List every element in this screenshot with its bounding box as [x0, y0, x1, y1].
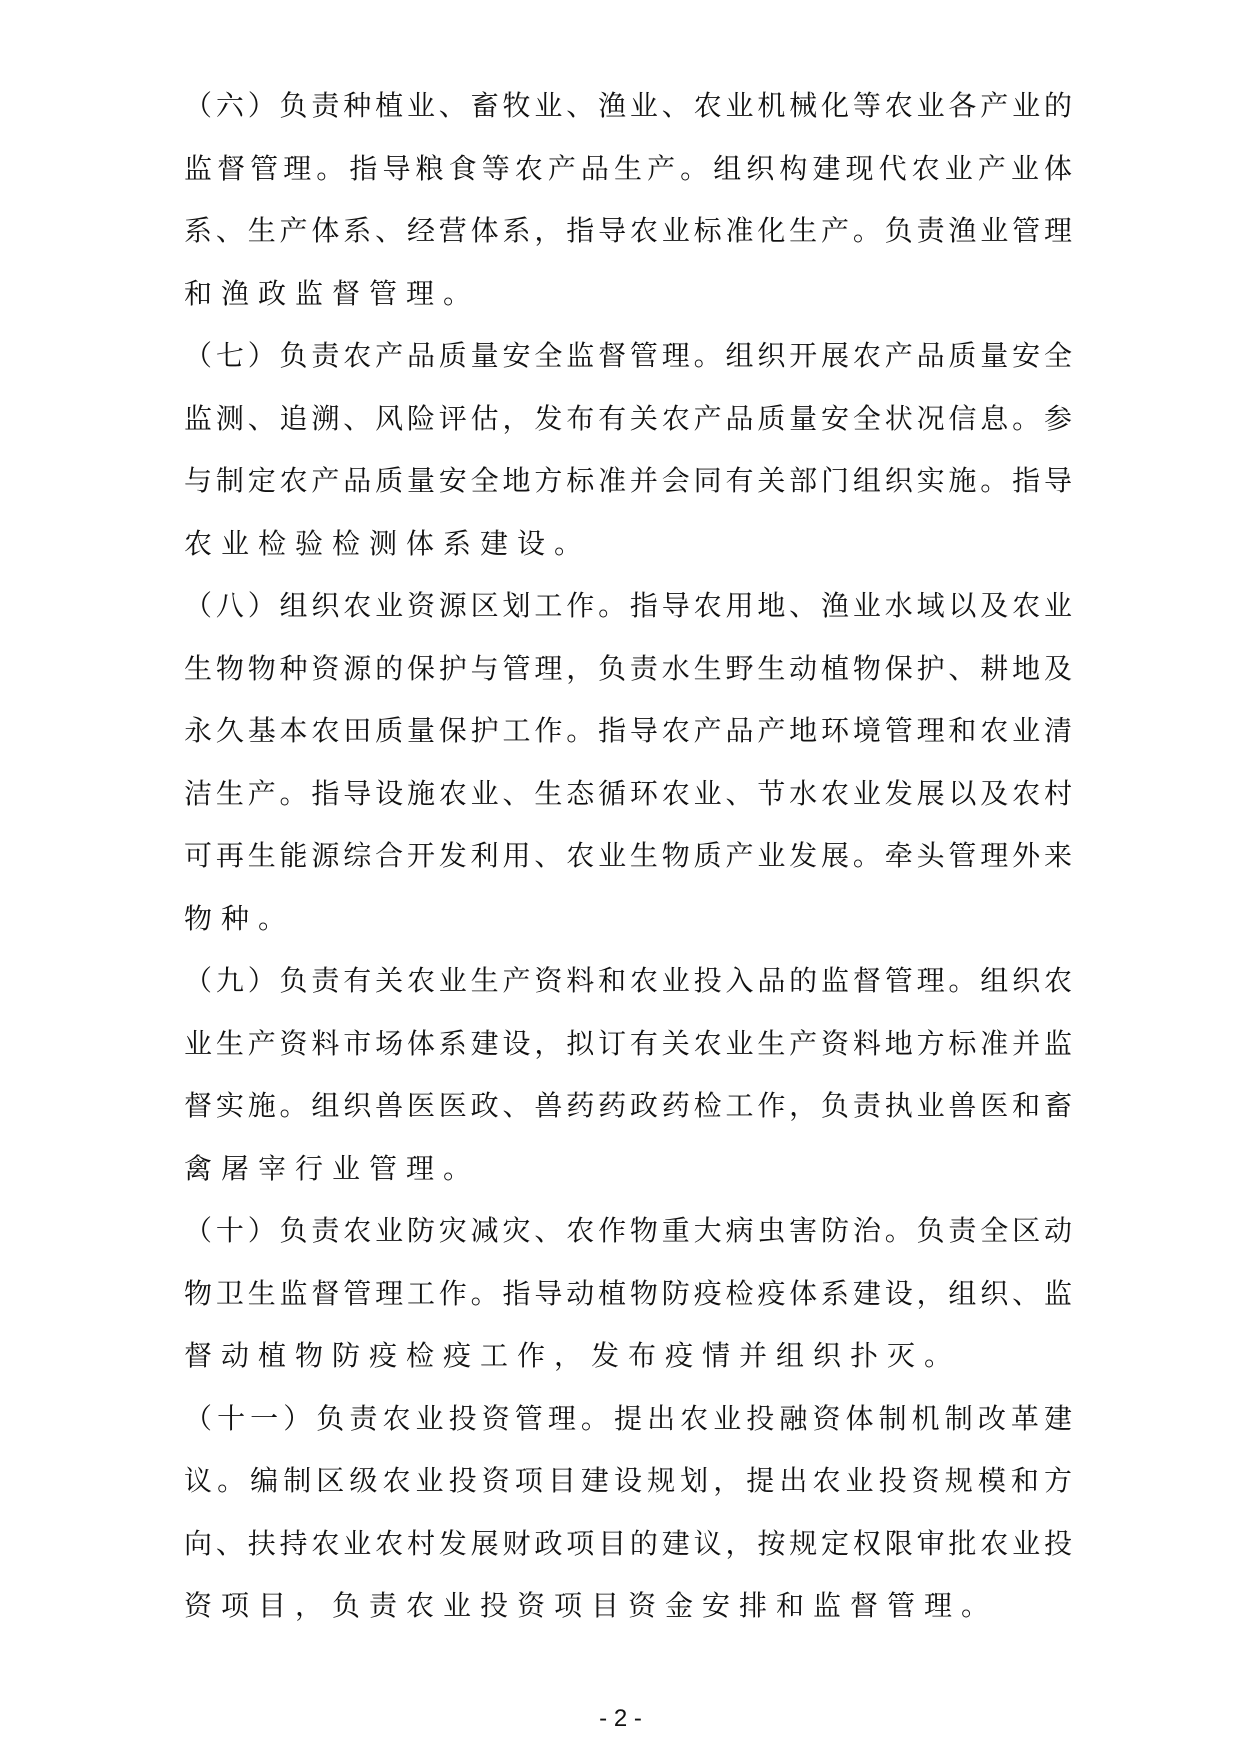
- text-line: 可再生能源综合开发利用、农业生物质产业发展。牵头管理外来: [184, 839, 1072, 872]
- text-line: 与制定农产品质量安全地方标准并会同有关部门组织实施。指导: [184, 464, 1072, 497]
- text-line: 禽屠宰行业管理。: [184, 1151, 481, 1185]
- text-line: （八）组织农业资源区划工作。指导农用地、渔业水域以及农业: [184, 589, 1072, 622]
- text-line: 议。编制区级农业投资项目建设规划，提出农业投资规模和方: [184, 1464, 1072, 1497]
- text-line: 和渔政监督管理。: [184, 276, 481, 310]
- paragraph-item-7: [184, 325, 1072, 575]
- paragraph-item-11: [184, 1388, 1072, 1638]
- text-line: （七）负责农产品质量安全监督管理。组织开展农产品质量安全: [184, 339, 1072, 372]
- paragraph-item-9: [184, 950, 1072, 1200]
- text-line: 业生产资料市场体系建设，拟订有关农业生产资料地方标准并监: [184, 1026, 1072, 1060]
- text-line: 资项目，负责农业投资项目资金安排和监督管理。: [184, 1589, 999, 1622]
- text-line: 农业检验检测体系建设。: [184, 526, 592, 560]
- text-line: 永久基本农田质量保护工作。指导农产品产地环境管理和农业清: [184, 714, 1072, 747]
- page-number: - 2 -: [599, 1705, 642, 1732]
- text-line: 督实施。组织兽医医政、兽药药政药检工作，负责执业兽医和畜: [184, 1089, 1072, 1122]
- text-line: 监测、追溯、风险评估，发布有关农产品质量安全状况信息。参: [184, 401, 1072, 435]
- text-line: （六）负责种植业、畜牧业、渔业、农业机械化等农业各产业的: [184, 89, 1072, 122]
- paragraph-item-10: [184, 1200, 1072, 1388]
- paragraph-item-8: [184, 575, 1072, 950]
- text-line: 督动植物防疫检疫工作，发布疫情并组织扑灭。: [184, 1339, 962, 1372]
- text-line: （十）负责农业防灾减灾、农作物重大病虫害防治。负责全区动: [184, 1214, 1072, 1247]
- text-line: 生物物种资源的保护与管理，负责水生野生动植物保护、耕地及: [184, 651, 1072, 685]
- text-line: 洁生产。指导设施农业、生态循环农业、节水农业发展以及农村: [184, 776, 1072, 810]
- text-line: 向、扶持农业农村发展财政项目的建议，按规定权限审批农业投: [184, 1526, 1072, 1560]
- document-body: [184, 75, 1072, 1638]
- text-line: （九）负责有关农业生产资料和农业投入品的监督管理。组织农: [184, 964, 1072, 997]
- text-line: 物种。: [184, 901, 296, 935]
- text-line: （十一）负责农业投资管理。提出农业投融资体制机制改革建: [184, 1401, 1072, 1435]
- paragraph-item-6: [184, 75, 1072, 325]
- text-line: 系、生产体系、经营体系，指导农业标准化生产。负责渔业管理: [184, 214, 1072, 247]
- text-line: 监督管理。指导粮食等农产品生产。组织构建现代农业产业体: [184, 151, 1072, 185]
- text-line: 物卫生监督管理工作。指导动植物防疫检疫体系建设，组织、监: [184, 1276, 1072, 1310]
